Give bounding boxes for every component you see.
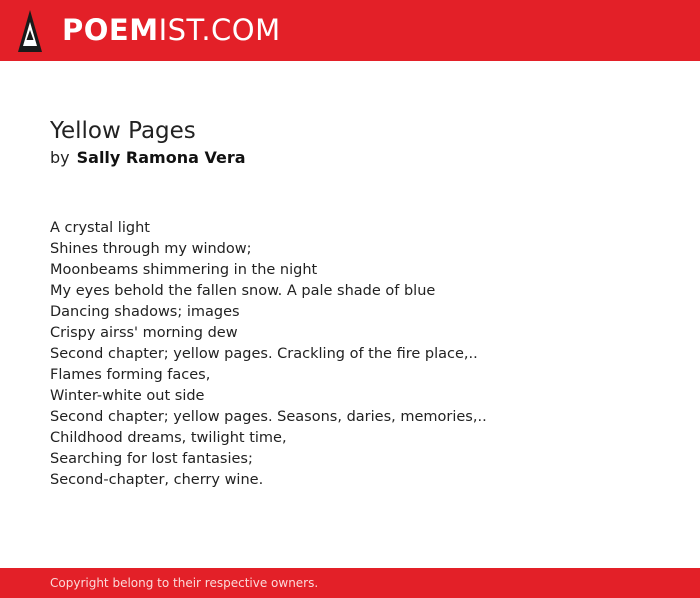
site-footer bbox=[0, 568, 700, 598]
poem-line: Childhood dreams, twilight time, bbox=[50, 430, 287, 446]
copyright-text: Copyright belong to their respective owners. bbox=[50, 576, 319, 590]
logo-wordmark-light: IST.COM bbox=[158, 13, 281, 47]
logo-wordmark-bold: POEM bbox=[62, 13, 159, 47]
pencil-icon bbox=[18, 10, 42, 52]
poem-line: My eyes behold the fallen snow. A pale shade of blue bbox=[50, 283, 436, 299]
poem-line: Searching for lost fantasies; bbox=[50, 451, 253, 467]
poem-byline bbox=[50, 147, 650, 169]
poem-line: Second chapter; yellow pages. Crackling of the fire place,.. bbox=[50, 346, 478, 362]
poem-line: Crispy airss' morning dew bbox=[50, 325, 238, 341]
poem-line: A crystal light bbox=[50, 220, 150, 236]
logo-wordmark bbox=[62, 13, 281, 47]
poem-line: Second-chapter, cherry wine. bbox=[50, 472, 264, 488]
byline-label: by bbox=[50, 148, 70, 167]
poem-line: Flames forming faces, bbox=[50, 367, 211, 383]
poem-line: Winter-white out side bbox=[50, 388, 205, 404]
poem-line: Moonbeams shimmering in the night bbox=[50, 262, 318, 278]
poem-line: Second chapter; yellow pages. Seasons, daries, memories,.. bbox=[50, 409, 487, 425]
site-logo-link[interactable] bbox=[18, 10, 281, 52]
poem-body bbox=[50, 218, 650, 491]
poem-line: Shines through my window; bbox=[50, 241, 252, 257]
site-header bbox=[0, 0, 700, 61]
author-link[interactable]: Sally Ramona Vera bbox=[76, 148, 246, 167]
poem-content bbox=[50, 116, 650, 491]
poem-line: Dancing shadows; images bbox=[50, 304, 240, 320]
poem-title: Yellow Pages bbox=[50, 118, 196, 144]
